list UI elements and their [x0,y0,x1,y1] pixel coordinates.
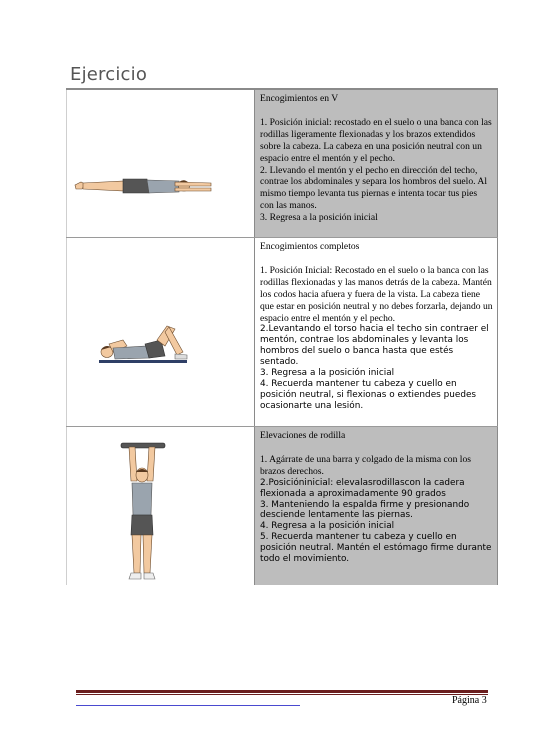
exercise-image-cell [66,238,254,426]
table-row [66,427,498,585]
exercise-title: Encogimientos en V [260,93,339,104]
exercise-image-cell [66,90,254,237]
exercise-title: Elevaciones de rodilla [260,430,346,441]
v-crunch-illustration [73,174,215,204]
full-crunch-illustration [97,322,189,366]
exercise-description [254,90,498,237]
exercise-step: 5. Recuerda mantener tu cabeza y cuello en posición neutral. Mantén el estómago firme durante todo el movimiento. [260,532,492,565]
exercise-step: 3. Regresa a la posición inicial [260,212,378,224]
exercise-image-cell [66,427,254,585]
exercise-step: 1. Posición inicial: recostado en el suelo o una banca con las rodillas ligeramente flexionadas y los brazos extendidos sobre la cabeza. La cabeza en una posición neutral con un espacio entre el mentón y el pecho. [260,116,492,164]
footer-link-underline [76,705,300,706]
footer-divider [76,690,488,693]
exercise-step: 3. Regresa a la posición inicial [260,368,395,379]
exercise-step: 1. Posición Inicial: Recostado en el suelo o la banca con las rodillas flexionadas y las manos detrás de la cabeza. Mantén los codos hacia afuera y fuera de la vista. La cabeza tiene que estar en posición neutral y no debes forzarla, dejando un espacio entre el mentón y el pecho. [260,264,493,324]
table-row [66,238,498,427]
exercise-step: 4. Regresa a la posición inicial [260,521,395,532]
exercise-table [66,90,498,585]
knee-raise-illustration [119,439,167,585]
exercise-description [254,427,498,585]
page-number: Página 3 [452,695,487,706]
section-title: Ejercicio [70,64,148,85]
footer-divider-thin [76,694,488,695]
exercise-step: 2.Levantando el torso hacia el techo sin contraer el mentón, contrae los abdominales y levanta los hombros del suelo o banca hasta que estés sentado. [260,324,489,368]
table-row [66,90,498,238]
exercise-step: 2. Llevando el mentón y el pecho en dirección del techo, contrae los abdominales y separa los hombros del suelo. Al mismo tiempo levanta tus piernas e intenta tocar tus pies con las manos. [260,164,488,212]
exercise-step: 1. Agárrate de una barra y colgado de la misma con los brazos derechos. [260,453,471,477]
exercise-step: 4. Recuerda mantener tu cabeza y cuello en posición neutral, si flexionas o extiendes puedes ocasionarte una lesión. [260,378,477,411]
exercise-step: 2.Posicióninicial: elevalasrodillascon la cadera flexionada a aproximadamente 90 grados [260,477,465,499]
exercise-description [254,238,498,426]
exercise-title: Encogimientos completos [260,241,360,252]
exercise-step: 3. Manteniendo la espalda firme y presionando desciende lentamente las piernas. [260,499,470,521]
